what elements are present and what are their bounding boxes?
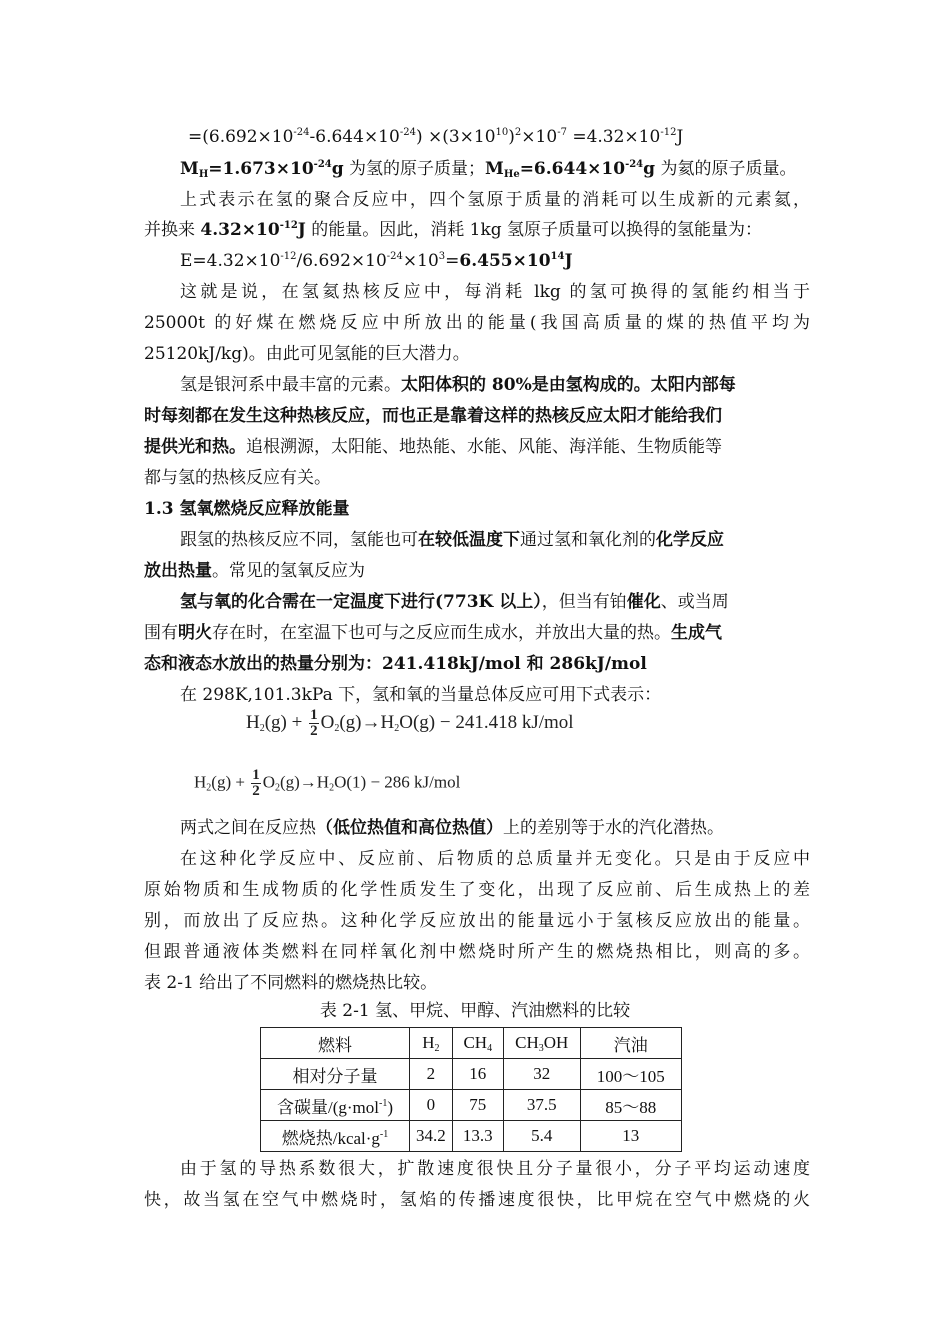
reaction-equation-liquid — [194, 768, 460, 799]
paragraph-line: 在这种化学反应中、反应前、后物质的总质量并无变化。只是由于反应中 — [180, 849, 810, 869]
fraction — [309, 708, 319, 739]
paragraph-line: 别，而放出了反应热。这种化学反应放出的能量远小于氢核反应放出的能量。 — [144, 911, 810, 931]
exponent: 3 — [438, 251, 446, 262]
text: O(1) − 286 kJ/mol — [334, 772, 461, 792]
table-row — [261, 1059, 682, 1090]
table-cell: 13.3 — [452, 1121, 503, 1152]
text: E=4.32×10 — [180, 251, 281, 271]
text: =4.32×10 — [566, 127, 661, 147]
exponent: -24 — [386, 251, 403, 262]
text: CH — [463, 1033, 488, 1052]
text: ) — [387, 1097, 393, 1117]
denominator: 2 — [310, 723, 318, 739]
text: 太阳体积的 80%是由氢构成的。太阳内部每 — [401, 375, 736, 395]
exponent: -24 — [293, 127, 310, 138]
exponent: -12 — [660, 127, 677, 138]
exponent: -24 — [399, 127, 416, 138]
text: 为氢的原子质量； — [343, 159, 486, 179]
paragraph-line — [180, 374, 810, 396]
paragraph-line: 快，故当氢在空气中燃烧时，氢焰的传播速度很快，比甲烷在空气中燃烧的火 — [144, 1190, 810, 1210]
paragraph-line: 上式表示在氢的聚合反应中，四个氢原于质量的消耗可以生成新的元素氦， — [180, 190, 810, 210]
paragraph-line — [144, 436, 810, 458]
table-row — [261, 1090, 682, 1121]
table-cell: 100～105 — [580, 1059, 681, 1090]
subscript: 2 — [334, 722, 340, 734]
subscript: 4 — [487, 1043, 493, 1054]
text: CH — [515, 1033, 539, 1052]
exponent: 14 — [550, 251, 565, 262]
text: H — [422, 1033, 435, 1052]
text: (g) + — [211, 772, 250, 792]
paragraph-line: 在 298K,101.3kPa 下，氢和氧的当量总体反应可用下式表示： — [180, 685, 662, 705]
text: O — [320, 711, 335, 733]
text: J — [564, 251, 573, 271]
denominator: 2 — [252, 783, 260, 799]
exponent: 2 — [514, 127, 522, 138]
section-heading: 1.3 氢氧燃烧反应释放能量 — [144, 499, 350, 519]
numerator: 1 — [252, 767, 260, 783]
text: /6.692×10 — [296, 251, 387, 271]
text: （低位热值和高位热值） — [316, 818, 503, 838]
paragraph-line — [144, 622, 810, 644]
paragraph-line — [144, 560, 810, 582]
paragraph-line — [180, 591, 810, 613]
text: = — [445, 251, 460, 271]
text: g — [643, 159, 656, 179]
text: H — [194, 772, 207, 792]
exponent: -1 — [379, 1128, 389, 1140]
exponent: -12 — [279, 220, 298, 231]
text: 明火 — [178, 623, 212, 643]
row-label: 相对分子量 — [261, 1059, 410, 1090]
numerator: 1 — [310, 707, 318, 723]
table-cell: 85～88 — [580, 1090, 681, 1121]
text: 氢与氧的化合需在一定温度下进行(773K 以上） — [180, 592, 542, 612]
text: J — [676, 127, 684, 147]
exponent: -7 — [557, 127, 567, 138]
text: 上的差别等于水的汽化潜热。 — [503, 818, 724, 838]
header-cell: 燃料 — [261, 1028, 410, 1059]
exponent: -12 — [280, 251, 297, 262]
text: 生成气 — [671, 623, 722, 643]
exponent: -24 — [625, 159, 644, 170]
text: 提供光和热。 — [144, 437, 246, 457]
subscript: 2 — [206, 782, 212, 794]
text: 放出热量 — [144, 561, 212, 581]
text: =1.673×10 — [208, 159, 314, 179]
subscript: He — [503, 169, 520, 180]
text: 。常见的氢氧反应为 — [212, 561, 365, 581]
paragraph-line: 但跟普通液体类燃料在同样氧化剂中燃烧时所产生的燃烧热相比，则高的多。 — [144, 942, 810, 962]
paragraph-line: 25000t 的好煤在燃烧反应中所放出的能量(我国高质量的煤的热值平均为 — [144, 313, 810, 333]
table-header-row — [261, 1028, 682, 1059]
paragraph-line — [180, 817, 810, 839]
table-cell: 32 — [503, 1059, 580, 1090]
paragraph-line: 态和液态水放出的热量分别为：241.418kJ/mol 和 286kJ/mol — [144, 654, 647, 674]
table-cell: 34.2 — [410, 1121, 453, 1152]
paragraph-line: 25120kJ/kg)。由此可见氢能的巨大潜力。 — [144, 344, 470, 364]
text: 燃烧热/kcal·g — [281, 1128, 380, 1148]
table-cell: 13 — [580, 1121, 681, 1152]
text: 为氦的原子质量。 — [655, 159, 797, 179]
text: ×10 — [402, 251, 439, 271]
exponent: 10 — [495, 127, 509, 138]
text: O — [262, 772, 275, 792]
table-cell: 5.4 — [503, 1121, 580, 1152]
text: M — [180, 159, 199, 179]
text: 围有 — [144, 623, 178, 643]
table-row — [261, 1121, 682, 1152]
subscript: 2 — [434, 1043, 440, 1054]
text: ) ×(3×10 — [415, 127, 496, 147]
text: =6.644×10 — [519, 159, 626, 179]
text: (g) + — [264, 711, 308, 733]
text: ，但当有铂 — [541, 592, 627, 612]
fuel-comparison-table — [260, 1027, 682, 1152]
text: J — [297, 220, 306, 240]
text: -6.644×10 — [309, 127, 400, 147]
text: 存在时，在室温下也可与之反应而生成水，并放出大量的热。 — [212, 623, 671, 643]
paragraph-line: 由于氢的导热系数很大，扩散速度很快且分子量很小，分子平均运动速度 — [180, 1159, 810, 1179]
table-cell: 75 — [452, 1090, 503, 1121]
subscript: 3 — [538, 1043, 544, 1054]
text: 通过氢和氧化剂的 — [520, 530, 656, 550]
exponent: -1 — [378, 1097, 388, 1109]
text: (g)→H — [279, 772, 330, 792]
subscript: 2 — [259, 722, 265, 734]
text: 追根溯源，太阳能、地热能、水能、风能、海洋能、生物质能等 — [246, 437, 722, 457]
fraction — [251, 768, 261, 799]
table-cell: 0 — [410, 1090, 453, 1121]
header-cell — [503, 1028, 580, 1059]
exponent: -24 — [313, 159, 332, 170]
text: 催化 — [626, 592, 661, 612]
subscript: 2 — [329, 782, 335, 794]
text: 含碳量/(g·mol — [276, 1097, 379, 1117]
subscript: 2 — [274, 782, 280, 794]
text: M — [485, 159, 504, 179]
row-label — [261, 1090, 410, 1121]
energy-equation-line — [180, 250, 810, 272]
text: 、或当周 — [660, 592, 729, 612]
text: 4.32×10 — [200, 220, 280, 240]
mass-definition-line — [180, 158, 810, 180]
paragraph-line: 表 2-1 给出了不同燃料的燃烧热比较。 — [144, 973, 438, 993]
header-cell: 汽油 — [580, 1028, 681, 1059]
text: H — [246, 711, 260, 733]
row-label — [261, 1121, 410, 1152]
table-cell: 37.5 — [503, 1090, 580, 1121]
paragraph-line: 时每刻都在发生这种热核反应，而也正是靠着这样的热核反应太阳才能给我们 — [144, 406, 722, 426]
paragraph-line: 原始物质和生成物质的化学性质发生了变化，出现了反应前、后生成热上的差 — [144, 880, 810, 900]
subscript: H — [198, 169, 209, 180]
paragraph-line — [180, 529, 810, 551]
text: 氢是银河系中最丰富的元素。 — [180, 375, 401, 395]
table-caption: 表 2-1 氢、甲烷、甲醇、汽油燃料的比较 — [319, 1001, 631, 1021]
text: 化学反应 — [656, 530, 724, 550]
text: g — [331, 159, 344, 179]
text: ×10 — [521, 127, 558, 147]
text: =(6.692×10 — [188, 127, 294, 147]
paragraph-line: 都与氢的热核反应有关。 — [144, 468, 331, 488]
text: 在较低温度下 — [418, 530, 520, 550]
text: 6.455×10 — [459, 251, 551, 271]
header-cell — [452, 1028, 503, 1059]
paragraph-line: 这就是说，在氢氦热核反应中，每消耗 lkg 的氢可换得的氢能约相当于 — [180, 282, 810, 302]
text: 两式之间在反应热 — [180, 818, 316, 838]
text: 的能量。因此，消耗 1kg 氢原子质量可以换得的氢能量为： — [305, 220, 763, 240]
text: 并换来 — [144, 220, 201, 240]
text: ) — [508, 127, 515, 147]
text: O(g) − 241.418 kJ/mol — [399, 711, 574, 733]
energy-calculation-line — [188, 126, 854, 148]
text: (g)→H — [339, 711, 395, 733]
subscript: 2 — [394, 722, 400, 734]
text: OH — [543, 1033, 569, 1052]
table-cell: 2 — [410, 1059, 453, 1090]
text: 跟氢的热核反应不同，氢能也可 — [180, 530, 418, 550]
reaction-equation-gas — [246, 708, 574, 739]
paragraph-line — [144, 219, 810, 241]
table-cell: 16 — [452, 1059, 503, 1090]
header-cell — [410, 1028, 453, 1059]
